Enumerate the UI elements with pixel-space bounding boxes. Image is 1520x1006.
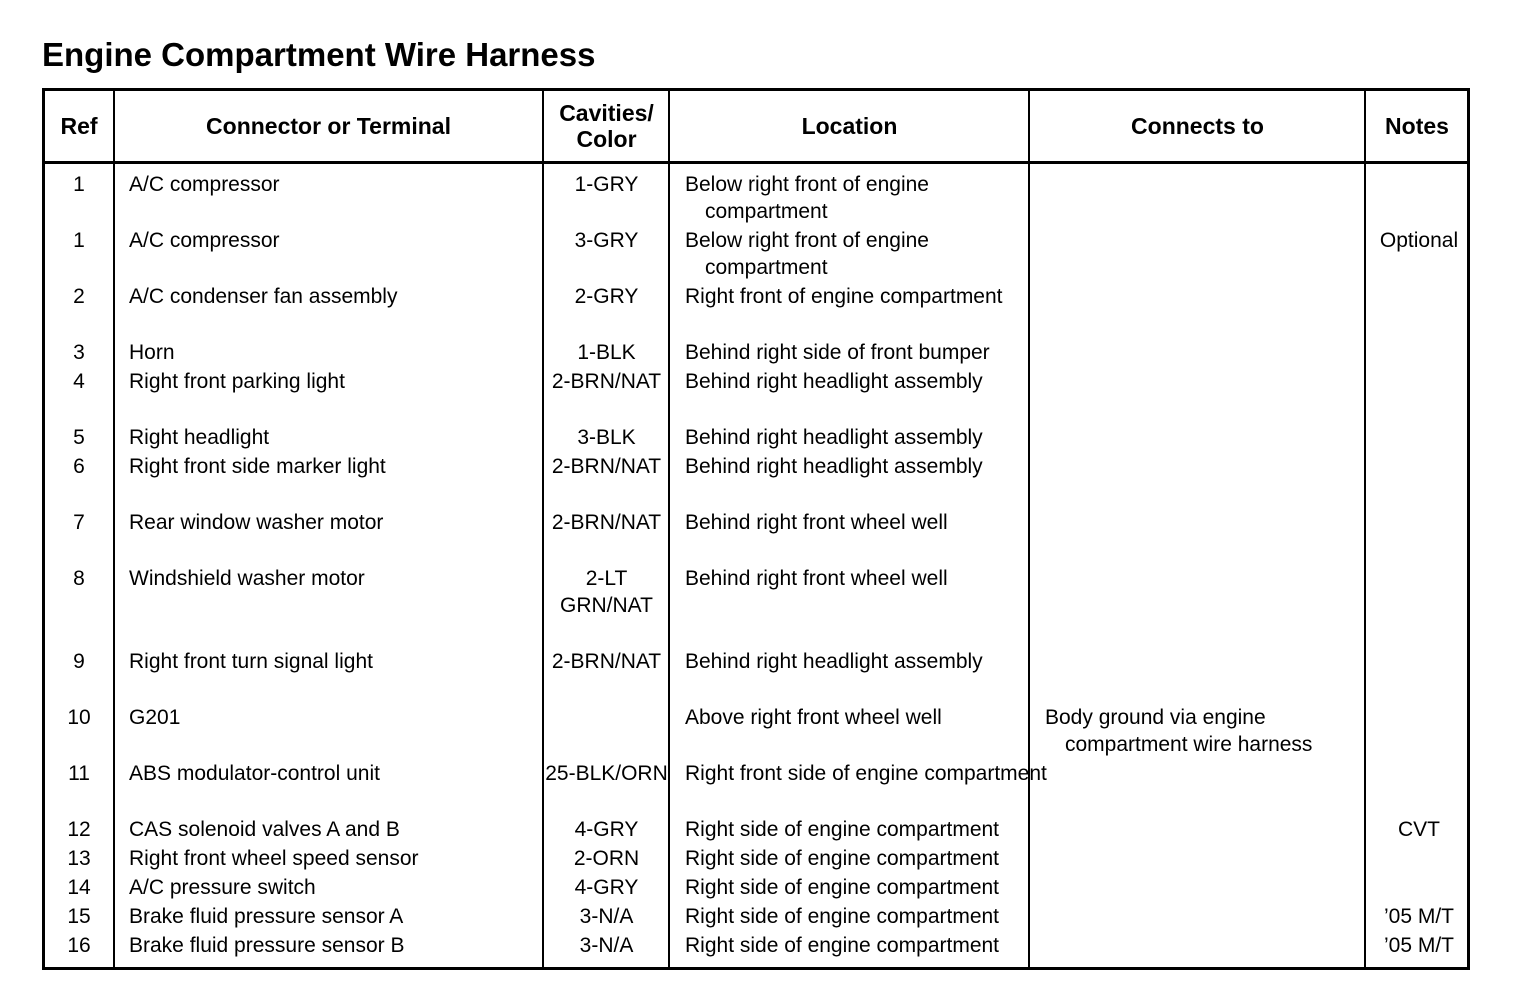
cell-connector: Rear window washer motor: [129, 511, 384, 534]
cell-connector: Horn: [129, 341, 175, 364]
cell-cavities: 1-GRY: [574, 173, 639, 196]
cell-notes: ’05 M/T: [1383, 934, 1454, 957]
cell-location: Behind right front wheel well: [685, 511, 948, 534]
cell-ref: 5: [73, 426, 85, 449]
cell-connector: Windshield washer motor: [129, 567, 365, 590]
cell-connector: CAS solenoid valves A and B: [129, 818, 400, 841]
column-divider: [542, 91, 544, 967]
cell-connector: ABS modulator-control unit: [129, 762, 380, 785]
header-connector: Connector or Terminal: [206, 113, 451, 139]
cell-location: Below right front of engine compartment: [685, 173, 929, 223]
cell-cavities: 2-LT GRN/NAT: [560, 567, 653, 617]
cell-cavities: 2-ORN: [573, 847, 640, 870]
cell-location: Right side of engine compartment: [685, 818, 1000, 841]
cell-ref: 2: [73, 285, 85, 308]
header-divider: [45, 161, 1467, 164]
cell-location: Right front side of engine compartment: [685, 762, 1047, 785]
cell-ref: 9: [73, 650, 85, 673]
cell-connector: A/C pressure switch: [129, 876, 316, 899]
cell-ref: 10: [67, 706, 91, 729]
column-divider: [1364, 91, 1366, 967]
cell-location: Right side of engine compartment: [685, 905, 1000, 928]
cell-notes: Optional: [1379, 229, 1459, 252]
cell-cavities: 3-GRY: [574, 229, 639, 252]
cell-ref: 13: [67, 847, 91, 870]
cell-cavities: 2-BRN/NAT: [551, 650, 662, 673]
cell-connector: A/C compressor: [129, 229, 280, 252]
cell-location: Above right front wheel well: [685, 706, 942, 729]
cell-connector: Right front side marker light: [129, 455, 386, 478]
cell-location: Behind right headlight assembly: [685, 455, 983, 478]
cell-connector: Brake fluid pressure sensor B: [129, 934, 405, 957]
cell-ref: 8: [73, 567, 85, 590]
header-notes: Notes: [1385, 113, 1449, 139]
header-connects-to: Connects to: [1131, 113, 1264, 139]
cell-location: Behind right headlight assembly: [685, 370, 983, 393]
cell-cavities: 3-N/A: [579, 934, 634, 957]
cell-cavities: 2-BRN/NAT: [551, 370, 662, 393]
cell-ref: 11: [68, 762, 90, 785]
cell-cavities: 25-BLK/ORN: [545, 762, 668, 785]
cell-notes: ’05 M/T: [1383, 905, 1454, 928]
cell-connector: A/C condenser fan assembly: [129, 285, 398, 308]
cell-connector: Brake fluid pressure sensor A: [129, 905, 404, 928]
cell-connector: A/C compressor: [129, 173, 280, 196]
cell-connector: Right front parking light: [129, 370, 345, 393]
cell-connector: G201: [129, 706, 181, 729]
cell-location: Behind right headlight assembly: [685, 426, 983, 449]
cell-location: Right side of engine compartment: [685, 934, 1000, 957]
cell-ref: 14: [67, 876, 91, 899]
cell-ref: 12: [67, 818, 91, 841]
cell-location: Right side of engine compartment: [685, 876, 1000, 899]
cell-connects-to: Body ground via engine compartment wire harness: [1045, 706, 1313, 756]
page-title: Engine Compartment Wire Harness: [42, 36, 596, 73]
cell-ref: 3: [73, 341, 85, 364]
cell-notes: CVT: [1398, 818, 1440, 841]
cell-location: Behind right front wheel well: [685, 567, 948, 590]
column-divider: [113, 91, 115, 967]
column-divider: [668, 91, 670, 967]
header-location: Location: [801, 113, 898, 139]
header-ref: Ref: [60, 113, 98, 139]
cell-cavities: 1-BLK: [577, 341, 636, 364]
cell-cavities: 4-GRY: [574, 818, 639, 841]
cell-ref: 1: [73, 229, 85, 252]
cell-cavities: 3-BLK: [577, 426, 636, 449]
harness-table: [42, 88, 1470, 970]
cell-connector: Right front turn signal light: [129, 650, 373, 673]
cell-location: Below right front of engine compartment: [685, 229, 929, 279]
cell-ref: 1: [73, 173, 85, 196]
cell-ref: 6: [73, 455, 85, 478]
cell-ref: 4: [73, 370, 85, 393]
cell-connector: Right front wheel speed sensor: [129, 847, 419, 870]
cell-cavities: 3-N/A: [579, 905, 634, 928]
cell-cavities: 2-GRY: [574, 285, 639, 308]
cell-ref: 15: [67, 905, 91, 928]
cell-ref: 7: [73, 511, 85, 534]
cell-cavities: 2-BRN/NAT: [551, 455, 662, 478]
cell-cavities: 2-BRN/NAT: [551, 511, 662, 534]
cell-cavities: 4-GRY: [574, 876, 639, 899]
cell-location: Behind right side of front bumper: [685, 341, 990, 364]
header-cavities: Cavities/ Color: [559, 100, 654, 152]
cell-location: Right side of engine compartment: [685, 847, 1000, 870]
cell-location: Right front of engine compartment: [685, 285, 1003, 308]
cell-ref: 16: [67, 934, 91, 957]
cell-connector: Right headlight: [129, 426, 270, 449]
cell-location: Behind right headlight assembly: [685, 650, 983, 673]
